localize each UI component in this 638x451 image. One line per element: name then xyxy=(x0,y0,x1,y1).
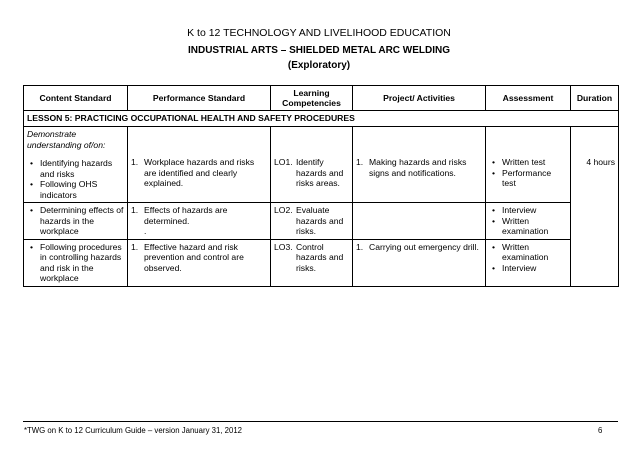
performance-list xyxy=(131,205,267,226)
project-activities-cell xyxy=(353,203,486,240)
content-standard-cell xyxy=(24,127,128,203)
column-header-learning-competencies: Learning Competencies xyxy=(271,86,353,111)
content-list xyxy=(27,205,124,237)
list-item xyxy=(131,157,267,189)
document-subtitle: INDUSTRIAL ARTS – SHIELDED METAL ARC WELDING xyxy=(187,45,451,56)
project-activities-cell xyxy=(353,127,486,203)
competency-text: Evaluate hazards and risks. xyxy=(296,205,344,236)
competency-text: Control hazards and risks. xyxy=(296,241,344,273)
column-header-project-activities: Project/ Activities xyxy=(353,86,486,111)
assessment-cell xyxy=(486,239,571,286)
list-text: Effects of hazards are determined. xyxy=(144,205,228,226)
list-item xyxy=(356,157,482,178)
performance-list xyxy=(131,242,267,274)
competency-text: Identify hazards and risks areas. xyxy=(296,157,344,188)
list-number: 1. xyxy=(131,241,139,252)
content-standard-cell xyxy=(24,203,128,240)
content-standard-cell xyxy=(24,239,128,286)
footer-note: *TWG on K to 12 Curriculum Guide – version January 31, 2012 xyxy=(24,426,242,435)
column-header-content-standard: Content Standard xyxy=(24,86,128,111)
competency-item xyxy=(274,242,349,274)
project-activities-cell xyxy=(353,239,486,286)
list-item: • Written examination xyxy=(489,242,567,263)
learning-competency-cell xyxy=(271,127,353,203)
list-text: Carrying out emergency drill. xyxy=(369,241,479,252)
performance-standard-cell xyxy=(128,127,271,203)
list-number: 1. xyxy=(131,157,139,167)
list-text: Making hazards and risks signs and notifications. xyxy=(369,157,467,178)
list-number: 1. xyxy=(356,157,364,167)
list-item xyxy=(356,242,482,253)
list-item: • Interview xyxy=(489,263,567,274)
list-item xyxy=(131,205,267,226)
list-number: 1. xyxy=(356,241,364,252)
column-header-assessment: Assessment xyxy=(486,86,571,111)
column-header-performance-standard: Performance Standard xyxy=(128,86,271,111)
table-row xyxy=(24,239,619,286)
list-number: 1. xyxy=(131,205,139,215)
competency-item xyxy=(274,205,349,237)
document-title: K to 12 TECHNOLOGY AND LIVELIHOOD EDUCATION xyxy=(187,27,451,39)
learning-competency-cell xyxy=(271,239,353,286)
list-item: • Following procedures in controlling hazards and risk in the workplace xyxy=(27,242,124,284)
competency-code: LO2. xyxy=(274,205,293,215)
list-text: Effective hazard and risk prevention and control are observed. xyxy=(144,241,244,273)
competency-code: LO1. xyxy=(274,157,293,167)
list-item: • Interview xyxy=(489,205,567,216)
table-row xyxy=(24,127,619,203)
list-item xyxy=(131,242,267,274)
assessment-list xyxy=(489,157,567,189)
project-list xyxy=(356,157,482,178)
page-number: 6 xyxy=(598,426,603,435)
assessment-cell xyxy=(486,127,571,203)
stray-period: . xyxy=(144,226,147,236)
list-item: • Written test xyxy=(489,157,567,168)
performance-list xyxy=(131,157,267,189)
project-list xyxy=(356,242,482,253)
duration-cell: 4 hours xyxy=(571,127,619,287)
list-item: • Following OHS indicators xyxy=(27,179,124,200)
lesson-title: LESSON 5: PRACTICING OCCUPATIONAL HEALTH AND SAFETY PROCEDURES xyxy=(24,111,619,127)
curriculum-table xyxy=(23,85,619,287)
document-course-type: (Exploratory) xyxy=(287,60,351,71)
competency-item xyxy=(274,157,349,189)
lesson-title-row xyxy=(24,111,619,127)
performance-standard-cell xyxy=(128,203,271,240)
assessment-list xyxy=(489,242,567,274)
footer-divider xyxy=(23,421,618,422)
content-intro: Demonstrate understanding of/on: xyxy=(27,129,106,150)
learning-competency-cell xyxy=(271,203,353,240)
list-item: • Determining effects of hazards in the workplace xyxy=(27,205,124,237)
column-header-duration: Duration xyxy=(571,86,619,111)
list-text: Workplace hazards and risks are identified and clearly explained. xyxy=(144,157,255,188)
competency-code: LO3. xyxy=(274,241,293,252)
content-list xyxy=(27,158,124,200)
content-list xyxy=(27,242,124,284)
list-item: • Performance test xyxy=(489,168,567,189)
performance-standard-cell xyxy=(128,239,271,286)
table-row xyxy=(24,203,619,240)
table-header-row xyxy=(24,86,619,111)
list-item: • Written examination xyxy=(489,216,567,237)
list-item: • Identifying hazards and risks xyxy=(27,158,124,179)
assessment-cell xyxy=(486,203,571,240)
assessment-list xyxy=(489,205,567,237)
